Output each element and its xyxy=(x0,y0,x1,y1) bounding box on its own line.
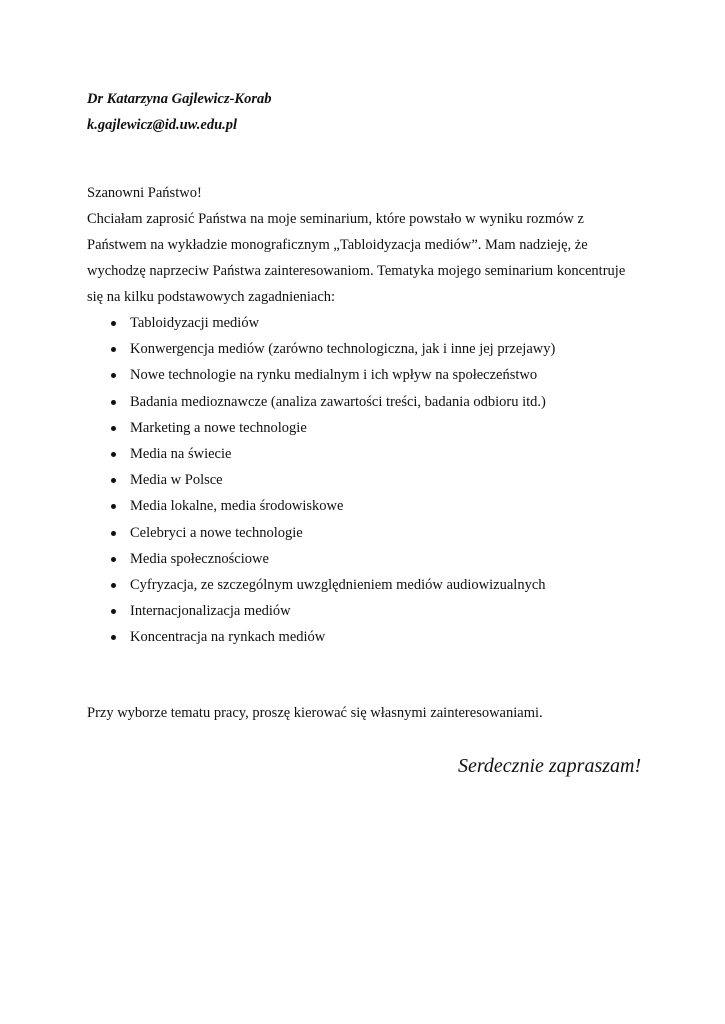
signoff: Serdecznie zapraszam! xyxy=(458,755,642,777)
bullet-icon xyxy=(111,478,116,483)
list-item xyxy=(87,336,647,362)
list-item xyxy=(87,572,647,598)
closing-paragraph: Przy wyborze tematu pracy, proszę kierować się własnymi zainteresowaniami. xyxy=(87,705,543,721)
bullet-icon xyxy=(111,347,116,352)
list-item xyxy=(87,389,647,415)
topic-label: Media w Polsce xyxy=(130,472,223,489)
topic-label: Marketing a nowe technologie xyxy=(130,419,307,436)
list-item xyxy=(87,441,647,467)
topic-label: Konwergencja mediów (zarówno technologiczna, jak i inne jej przejawy) xyxy=(130,341,556,358)
intro-line: się na kilku podstawowych zagadnieniach: xyxy=(87,289,336,305)
bullet-icon xyxy=(111,373,116,378)
bullet-icon xyxy=(111,557,116,562)
topic-label: Nowe technologie na rynku medialnym i ich wpływ na społeczeństwo xyxy=(130,367,538,384)
list-item xyxy=(87,493,647,519)
topic-label: Internacjonalizacja mediów xyxy=(130,603,291,620)
author-name: Dr Katarzyna Gajlewicz-Korab xyxy=(87,91,272,107)
topic-label: Cyfryzacja, ze szczególnym uwzględnieniem mediów audiowizualnych xyxy=(130,576,546,593)
topic-list xyxy=(87,310,647,650)
bullet-icon xyxy=(111,426,116,431)
list-item xyxy=(87,624,647,650)
letter-body xyxy=(87,180,647,650)
topic-label: Media społecznościowe xyxy=(130,550,269,567)
topic-label: Tabloidyzacji mediów xyxy=(130,315,260,331)
bullet-icon xyxy=(111,583,116,588)
author-email: k.gajlewicz@id.uw.edu.pl xyxy=(87,117,238,133)
list-item xyxy=(87,467,647,493)
list-item xyxy=(87,310,647,336)
intro-paragraph xyxy=(87,206,647,310)
intro-line: wychodzę naprzeciw Państwa zainteresowaniom. Tematyka mojego seminarium koncentruje xyxy=(87,263,626,279)
list-item xyxy=(87,598,647,624)
topic-label: Badania medioznawcze (analiza zawartości treści, badania odbioru itd.) xyxy=(130,393,546,410)
bullet-icon xyxy=(111,531,116,536)
list-item xyxy=(87,362,647,388)
topic-label: Media lokalne, media środowiskowe xyxy=(130,498,344,515)
list-item xyxy=(87,546,647,572)
greeting: Szanowni Państwo! xyxy=(87,185,202,201)
intro-line: Państwem na wykładzie monograficznym „Tabloidyzacja mediów”. Mam nadzieję, że xyxy=(87,237,588,253)
topic-label: Celebryci a nowe technologie xyxy=(130,524,303,541)
bullet-icon xyxy=(111,452,116,457)
bullet-icon xyxy=(111,321,116,326)
bullet-icon xyxy=(111,609,116,614)
bullet-icon xyxy=(111,400,116,405)
topic-label: Media na świecie xyxy=(130,445,232,462)
list-item xyxy=(87,415,647,441)
list-item xyxy=(87,520,647,546)
bullet-icon xyxy=(111,635,116,640)
author-block xyxy=(87,86,272,138)
intro-line: Chciałam zaprosić Państwa na moje seminarium, które powstało w wyniku rozmów z xyxy=(87,211,584,227)
bullet-icon xyxy=(111,504,116,509)
topic-label: Koncentracja na rynkach mediów xyxy=(130,629,326,646)
